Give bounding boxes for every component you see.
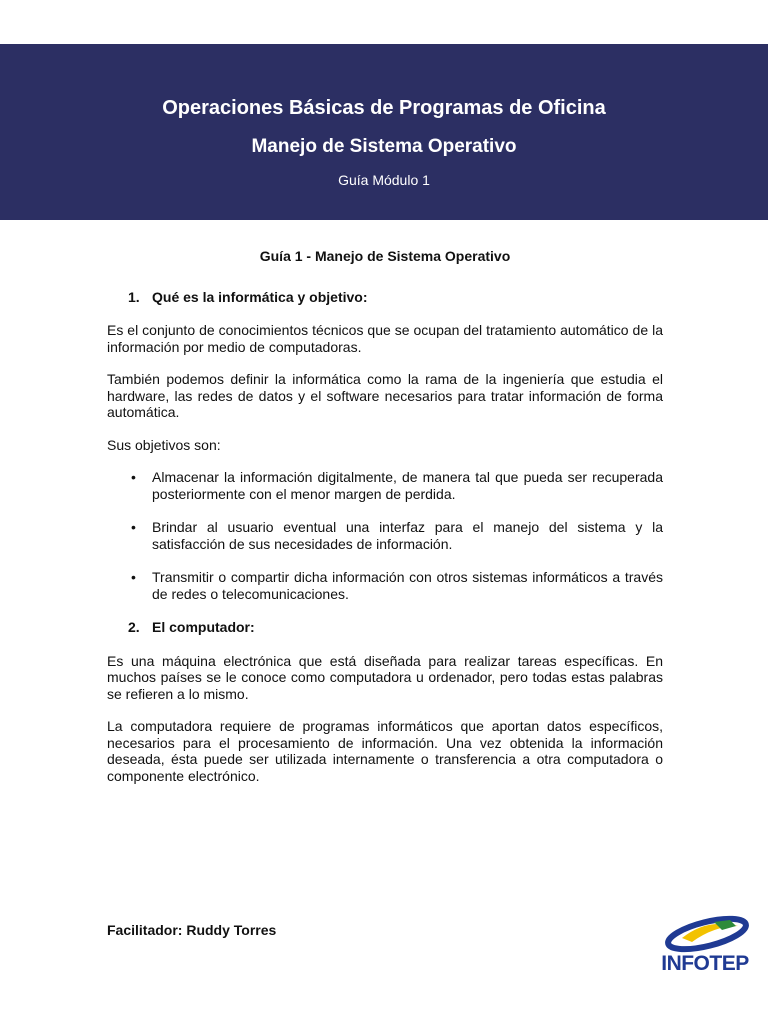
section-title: Qué es la informática y objetivo:	[152, 288, 368, 305]
objectives-list	[107, 469, 663, 602]
bullet-icon: •	[131, 469, 136, 485]
list-item	[107, 569, 663, 602]
paragraph: Es el conjunto de conocimientos técnicos que se ocupan del tratamiento automático de la información por medio de computadoras.	[107, 322, 663, 355]
list-item-text: Almacenar la información digitalmente, de manera tal que pueda ser recuperada posteriormente con el menor margen de perdida.	[152, 469, 663, 502]
logo-wordmark: INFOTEP	[661, 952, 749, 975]
paragraph: Es una máquina electrónica que está diseñada para realizar tareas específicas. En muchos países se le conoce como computadora u ordenador, pero todas estas palabras se refieren a lo mismo.	[107, 652, 663, 702]
section-number: 1.	[128, 288, 140, 305]
list-item	[107, 519, 663, 552]
course-title: Operaciones Básicas de Programas de Oficina	[162, 97, 606, 119]
course-subtitle: Manejo de Sistema Operativo	[251, 136, 517, 157]
section-heading-2	[128, 619, 663, 636]
section-number: 2.	[128, 619, 140, 635]
facilitator-label: Facilitador: Ruddy Torres	[107, 922, 277, 938]
section-title: El computador:	[152, 619, 255, 635]
section-heading-1	[128, 289, 663, 306]
document-title: Guía 1 - Manejo de Sistema Operativo	[259, 248, 511, 264]
document-body	[107, 248, 663, 800]
paragraph: También podemos definir la informática como la rama de la ingeniería que estudia el hardware, las redes de datos y el software necesarios para tratar información de forma automática.	[107, 371, 663, 420]
bullet-icon: •	[131, 569, 136, 585]
list-item-text: Brindar al usuario eventual una interfaz para el manejo del sistema y la satisfacción de sus necesidades de información.	[152, 519, 663, 552]
paragraph: Sus objetivos son:	[107, 436, 221, 453]
list-item-text: Transmitir o compartir dicha información con otros sistemas informáticos a través de redes o telecomunicaciones.	[152, 569, 663, 602]
header-banner	[0, 44, 768, 220]
list-item	[107, 469, 663, 502]
paragraph: La computadora requiere de programas informáticos que aportan datos específicos, necesarios para el procesamiento de información. Una vez obtenida la información deseada, ésta puede ser utilizada internamente o transferencia a otra computadora o componente electrónico.	[107, 718, 663, 784]
module-label: Guía Módulo 1	[338, 172, 430, 188]
bullet-icon: •	[131, 519, 136, 535]
